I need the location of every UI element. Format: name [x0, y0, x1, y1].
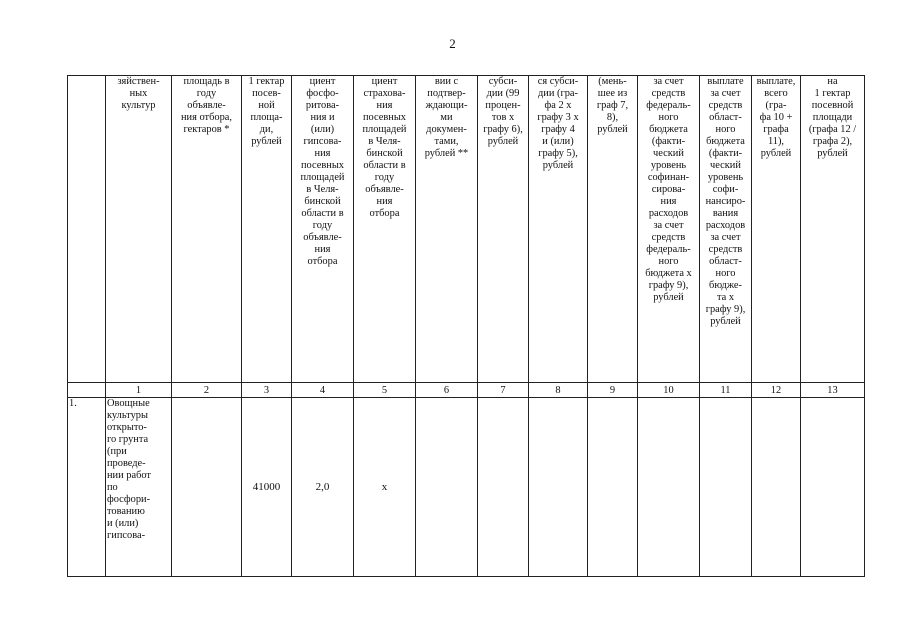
row-min-cell [588, 398, 638, 577]
column-number: 5 [354, 383, 416, 398]
column-number: 8 [529, 383, 588, 398]
page-number: 2 [449, 36, 456, 51]
header-cell-per-ha: на 1 гектар посевной площади (графа 12 / графа 2), рублей [801, 76, 865, 383]
column-number: 6 [416, 383, 478, 398]
header-cell-culture: зяйствен- ных культур [106, 76, 172, 383]
header-cell-min: (мень- шее из граф 7, 8), рублей [588, 76, 638, 383]
header-cell-subsidy-99: субси- дии (99 процен- тов х графу 6), рублей [478, 76, 529, 383]
row-total-cell [752, 398, 801, 577]
column-number: 7 [478, 383, 529, 398]
row-federal-cell [638, 398, 700, 577]
column-number: 1 [106, 383, 172, 398]
header-cell-rate: 1 гектар посев- ной площа- ди, рублей [242, 76, 292, 383]
column-number: 3 [242, 383, 292, 398]
column-number: 2 [172, 383, 242, 398]
column-number-row [68, 383, 865, 398]
header-cell-federal: за счет средств федераль- ного бюджета (факти- ческий уровень софинан- сирова- ния расходов за счет средств федераль- ного бюджета х графу 9), рублей [638, 76, 700, 383]
row-calc-subsidy-cell [529, 398, 588, 577]
row-culture-name: Овощные культуры открыто- го грунта (при проведе- нии работ по фосфори- тованию и (или) гипсова- [106, 398, 172, 577]
header-cell-regional: выплате за счет средств област- ного бюджета (факти- ческий уровень софи- нансиро- вания расходов за счет средств област- ного бюдже- та х графу 9), рублей [700, 76, 752, 383]
row-rate-per-ha: 41000 [242, 398, 292, 577]
header-cell-phosph-coef: циент фосфо- ритова- ния и (или) гипсова- ния посевных площадей в Челя- бинской области в году объявле- ния отбора [292, 76, 354, 383]
column-number: 10 [638, 383, 700, 398]
column-number: 9 [588, 383, 638, 398]
row-index: 1. [68, 398, 106, 577]
column-number: 4 [292, 383, 354, 398]
row-regional-cell [700, 398, 752, 577]
subsidy-table-container [67, 75, 864, 577]
column-number: 13 [801, 383, 865, 398]
row-phosph-coef: 2,0 [292, 398, 354, 577]
row-area-cell [172, 398, 242, 577]
header-cell-total: выплате, всего (гра- фа 10 + графа 11), рублей [752, 76, 801, 383]
header-cell-area: площадь в году объявле- ния отбора, гектаров * [172, 76, 242, 383]
table-header-row [68, 76, 865, 383]
header-cell-index [68, 76, 106, 383]
table-row [68, 398, 865, 577]
header-cell-docs: вии с подтвер- ждающи- ми докумен- тами, рублей ** [416, 76, 478, 383]
subsidy-table [67, 75, 865, 577]
column-number: 11 [700, 383, 752, 398]
row-subsidy-99-cell [478, 398, 529, 577]
header-cell-insur-coef: циент страхова- ния посевных площадей в Челя- бинской области в году объявле- ния отбора [354, 76, 416, 383]
row-per-ha-cell [801, 398, 865, 577]
column-number: 12 [752, 383, 801, 398]
row-docs-cell [416, 398, 478, 577]
row-insur-coef: х [354, 398, 416, 577]
header-cell-calc-subsidy: ся субси- дии (гра- фа 2 х графу 3 х графу 4 и (или) графу 5), рублей [529, 76, 588, 383]
column-number [68, 383, 106, 398]
